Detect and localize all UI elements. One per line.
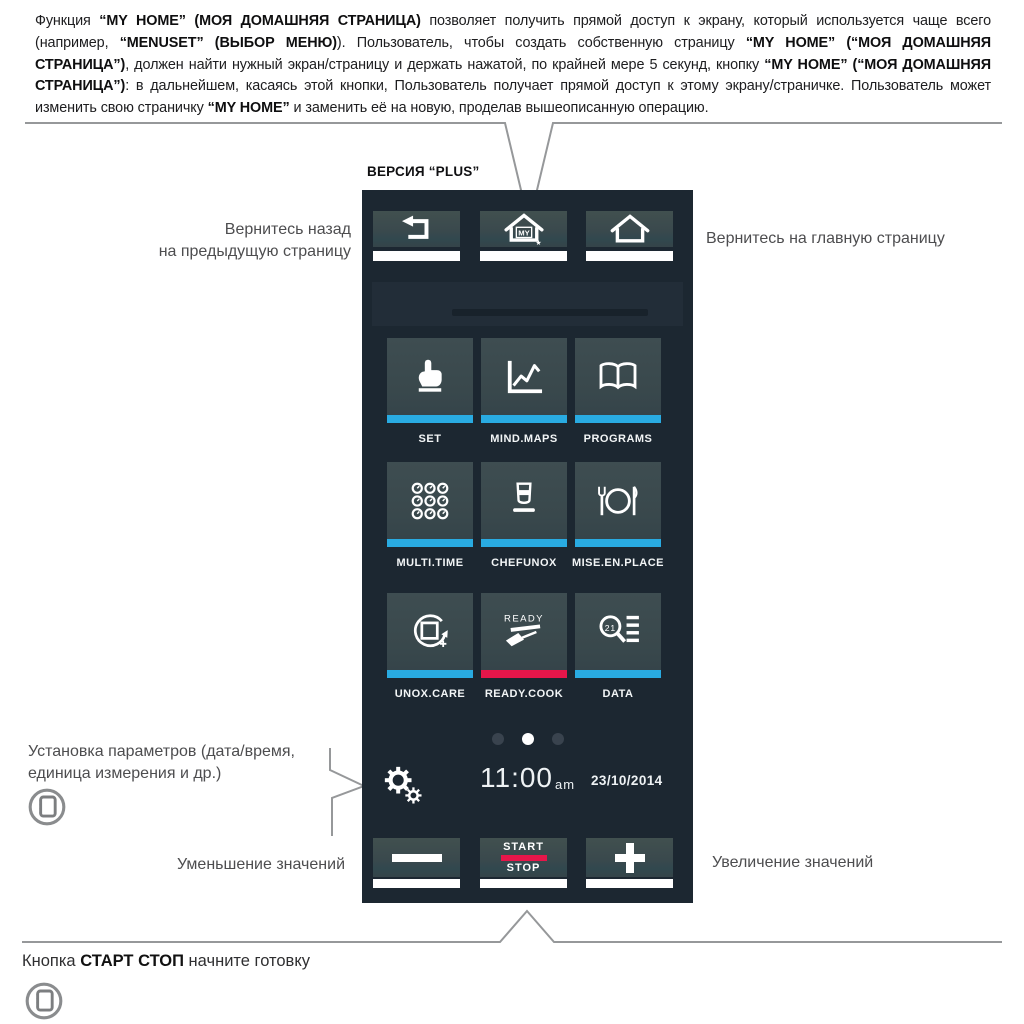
minus-icon [392, 854, 442, 862]
multi-time-icon [410, 481, 450, 521]
faint-header-text [452, 309, 648, 316]
nav-underline [586, 251, 673, 261]
tile-label: READY.COOK [484, 688, 564, 700]
svg-text:READY: READY [504, 613, 544, 625]
tile-mise-en-place[interactable] [571, 462, 665, 569]
back-button[interactable] [373, 211, 460, 247]
svg-text:★: ★ [534, 240, 541, 246]
tile-set[interactable] [387, 338, 473, 445]
tile-accent-bar [387, 539, 473, 547]
meridiem-label: am [555, 777, 576, 792]
home-button-unit [586, 211, 673, 261]
tile-label: MULTI.TIME [396, 557, 464, 569]
my-home-icon [500, 212, 548, 246]
date-display: 23/10/2014 [591, 773, 663, 788]
tile-accent-bar [481, 539, 567, 547]
svg-text:21: 21 [604, 622, 617, 633]
time-display: 11:00 [480, 762, 553, 793]
tile-label: PROGRAMS [583, 433, 653, 445]
nav-underline [480, 251, 567, 261]
tile-accent-bar [387, 670, 473, 678]
tile-accent-bar [575, 415, 661, 423]
start-stop-red-bar [501, 855, 547, 861]
mind-maps-icon [503, 358, 545, 396]
control-underline [373, 879, 460, 888]
nav-underline [373, 251, 460, 261]
set-icon [411, 357, 449, 397]
back-icon [396, 214, 438, 244]
svg-text:MY: MY [517, 228, 530, 238]
home-annotation: Вернитесь на главную страницу [706, 230, 945, 247]
back-button-unit [373, 211, 460, 261]
programs-icon [596, 360, 640, 394]
mise-en-place-icon [596, 483, 640, 519]
tile-chefunox[interactable] [481, 462, 567, 569]
page-dot-active [522, 733, 534, 745]
start-label: START [503, 840, 544, 853]
page-dot [552, 733, 564, 745]
tile-label: MIND.MAPS [490, 433, 558, 445]
back-annotation: Вернитесь назад на предыдущую страницу [158, 221, 351, 260]
settings-annotation: Установка параметров (дата/время, единица измерения и др.) [28, 743, 295, 782]
decrease-button-unit [373, 838, 460, 888]
minus-button[interactable] [373, 838, 460, 877]
plus-icon [613, 841, 647, 875]
tile-accent-bar [575, 670, 661, 678]
ready-cook-icon [502, 612, 546, 652]
status-row [362, 762, 693, 806]
tile-ready-cook[interactable] [481, 593, 567, 700]
gear-icon [382, 764, 422, 804]
stop-label: STOP [506, 861, 541, 874]
manual-booklet-icon [24, 981, 64, 1021]
tile-accent-bar [387, 415, 473, 423]
plus-button[interactable] [586, 838, 673, 877]
screen-header [372, 282, 683, 326]
home-button[interactable] [586, 211, 673, 247]
tile-accent-bar [575, 539, 661, 547]
tile-label: MISE.EN.PLACE [571, 557, 665, 569]
page-indicator [362, 733, 693, 745]
my-home-button-unit [480, 211, 567, 261]
tile-mind-maps[interactable] [481, 338, 567, 445]
my-home-button[interactable] [480, 211, 567, 247]
tile-label: UNOX.CARE [394, 688, 466, 700]
tile-label: DATA [602, 688, 634, 700]
manual-booklet-icon [27, 787, 67, 827]
device-panel [362, 190, 693, 903]
decrease-annotation: Уменьшение значений [176, 856, 345, 873]
data-icon [596, 613, 640, 651]
tile-programs[interactable] [575, 338, 661, 445]
control-underline [586, 879, 673, 888]
settings-button[interactable] [382, 764, 422, 809]
increase-annotation: Увеличение значений [712, 854, 874, 871]
start-stop-note: Кнопка СТАРТ СТОП начните готовку [22, 952, 310, 970]
intro-paragraph: Функция “MY HOME” (МОЯ ДОМАШНЯЯ СТРАНИЦА) позволяет получить прямой доступ к экрану, который используется чаще всего (например, “MENUSET” (ВЫБОР МЕНЮ)). Пользователь, чтобы создать собственную страницу “MY HOME” (“МОЯ ДОМАШНЯЯ СТРАНИЦА”), должен найти нужный экран/страницу и держать нажатой, по крайней мере 5 секунд, кнопку “MY HOME” (“МОЯ ДОМАШНЯЯ СТРАНИЦА”): в дальнейшем, касаясь этой кнопки, Пользователь получает прямой доступ к этому экрану/страничке. Пользователь может изменить свою страничку “MY HOME” и заменить её на новую, проделав вышеописанную операцию. [35, 13, 991, 117]
home-icon [607, 213, 653, 245]
tile-accent-bar [481, 415, 567, 423]
tile-accent-bar [481, 670, 567, 678]
unox-care-icon [410, 612, 450, 652]
tile-multi-time[interactable] [387, 462, 473, 569]
chefunox-icon [504, 481, 544, 521]
tile-data[interactable] [575, 593, 661, 700]
tile-unox-care[interactable] [387, 593, 473, 700]
start-stop-button[interactable] [480, 838, 567, 877]
version-label: ВЕРСИЯ “PLUS” [367, 164, 480, 179]
increase-button-unit [586, 838, 673, 888]
tile-label: SET [418, 433, 442, 445]
control-underline [480, 879, 567, 888]
tile-label: CHEFUNOX [491, 557, 557, 569]
page-dot [492, 733, 504, 745]
start-stop-button-unit [480, 838, 567, 888]
